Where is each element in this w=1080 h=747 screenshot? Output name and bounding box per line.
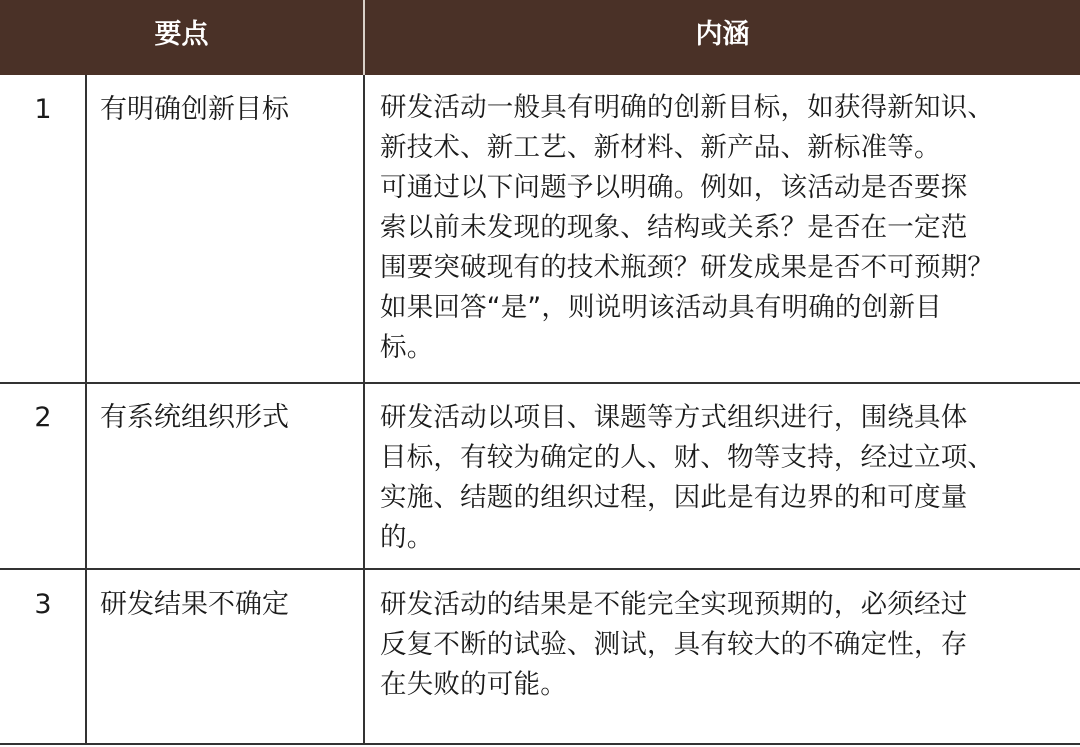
- header-point: 要点: [154, 19, 209, 50]
- row-number: 1: [34, 94, 52, 125]
- row-point: 有系统组织形式: [100, 402, 289, 433]
- column-divider-point: [363, 75, 365, 745]
- row-content: 研发活动以项目、课题等方式组织进行，围绕具体 目标，有较为确定的人、财、物等支持，经过立项、 实施、结题的组织过程，因此是有边界的和可度量 的。: [380, 402, 995, 553]
- table-header: [0, 0, 1080, 75]
- row-number: 2: [34, 402, 52, 433]
- header-content: 内涵: [695, 19, 750, 50]
- table-bottom-border: [0, 743, 1080, 745]
- row-point: 研发结果不确定: [100, 589, 289, 620]
- row-content: 研发活动一般具有明确的创新目标，如获得新知识、 新技术、新工艺、新材料、新产品、新标准等。 可通过以下问题予以明确。例如，该活动是否要探 索以前未发现的现象、结构或关系？是否在一定范 围要突破现有的技术瓶颈？研发成果是否不可预期？ 如果回答“是”，则说明该活动具有明确的创新目 标。: [380, 92, 995, 363]
- row-content: 研发活动的结果是不能完全实现预期的，必须经过 反复不断的试验、测试，具有较大的不确定性，存 在失败的可能。: [380, 589, 968, 700]
- row-divider-1: [0, 382, 1080, 384]
- row-number: 3: [34, 589, 52, 620]
- row-divider-2: [0, 568, 1080, 570]
- row-point: 有明确创新目标: [100, 94, 289, 125]
